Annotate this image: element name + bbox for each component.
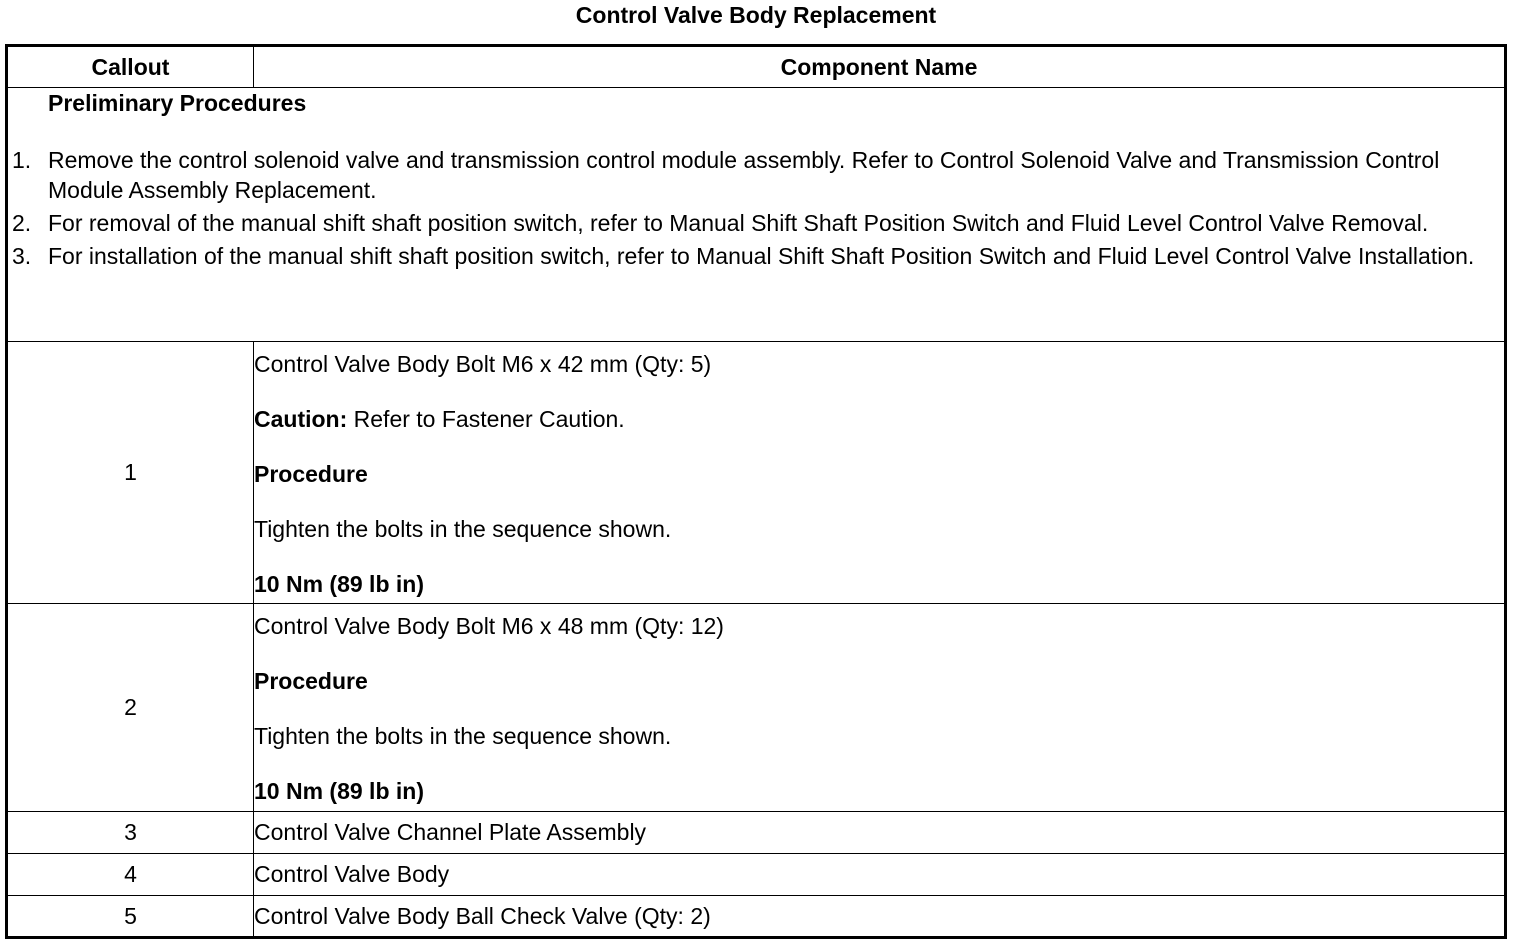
header-callout: Callout <box>7 46 254 88</box>
preliminary-row <box>7 88 1506 342</box>
callout-table <box>5 44 1507 939</box>
callout-number: 5 <box>7 896 254 938</box>
preliminary-procedures <box>7 88 1506 342</box>
component-name: Control Valve Body Bolt M6 x 42 mm (Qty: 5) <box>254 351 712 377</box>
table-row <box>7 896 1506 938</box>
component-name: Control Valve Body <box>254 854 1506 896</box>
table-header-row <box>7 46 1506 88</box>
step-number: 3. <box>12 243 32 269</box>
list-item <box>8 241 1504 271</box>
callout-number: 1 <box>7 342 254 604</box>
list-item <box>8 145 1504 205</box>
caution-label: Caution: <box>254 406 348 432</box>
torque-spec: 10 Nm (89 lb in) <box>254 778 424 804</box>
preliminary-steps <box>8 145 1504 271</box>
step-number: 2. <box>12 210 32 236</box>
header-component-name: Component Name <box>254 46 1506 88</box>
component-cell <box>254 604 1506 812</box>
procedure-text: Tighten the bolts in the sequence shown. <box>254 516 672 542</box>
component-name: Control Valve Channel Plate Assembly <box>254 812 1506 854</box>
table-row <box>7 604 1506 812</box>
torque-spec: 10 Nm (89 lb in) <box>254 571 424 597</box>
step-text: For removal of the manual shift shaft position switch, refer to Manual Shift Shaft Position Switch and Fluid Level Control Valve Removal. <box>48 210 1429 236</box>
callout-number: 3 <box>7 812 254 854</box>
table-row <box>7 812 1506 854</box>
step-number: 1. <box>12 147 32 173</box>
component-name: Control Valve Body Bolt M6 x 48 mm (Qty: 12) <box>254 613 724 639</box>
procedure-text: Tighten the bolts in the sequence shown. <box>254 723 672 749</box>
list-item <box>8 208 1504 238</box>
caution-text: Refer to Fastener Caution. <box>347 406 625 432</box>
component-cell <box>254 342 1506 604</box>
procedure-label: Procedure <box>254 461 368 487</box>
step-text: For installation of the manual shift shaft position switch, refer to Manual Shift Shaft Position Switch and Fluid Level Control Valve Installation. <box>48 243 1475 269</box>
callout-number: 2 <box>7 604 254 812</box>
procedure-label: Procedure <box>254 668 368 694</box>
step-text: Remove the control solenoid valve and transmission control module assembly. Refer to Control Solenoid Valve and Transmission Control Module Assembly Replacement. <box>48 147 1440 203</box>
table-row <box>7 342 1506 604</box>
table-row <box>7 854 1506 896</box>
preliminary-heading: Preliminary Procedures <box>48 90 307 116</box>
document-title: Control Valve Body Replacement <box>575 2 937 28</box>
caution-line <box>254 404 1504 434</box>
callout-number: 4 <box>7 854 254 896</box>
component-name: Control Valve Body Ball Check Valve (Qty: 2) <box>254 896 1506 938</box>
